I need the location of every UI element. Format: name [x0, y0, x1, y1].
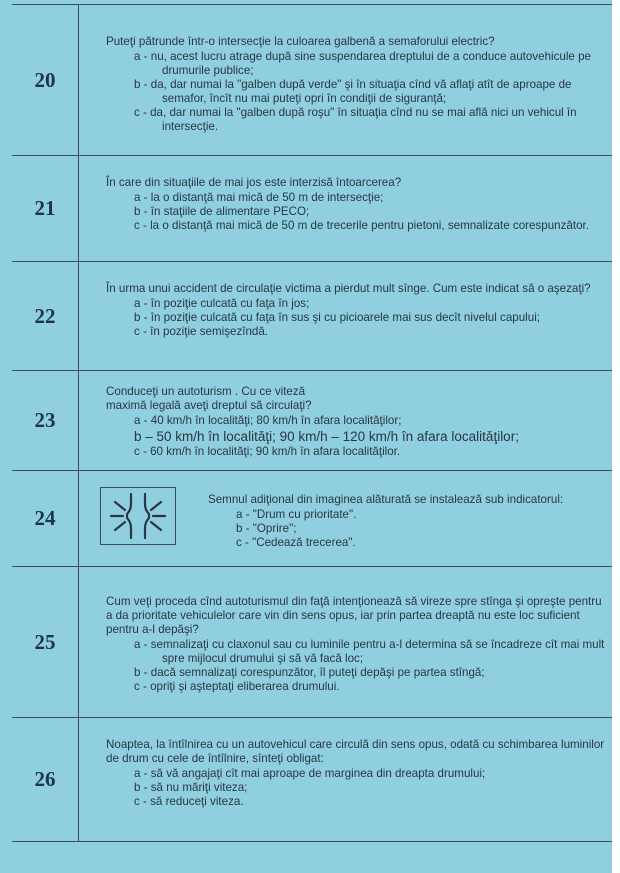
answer-c[interactable]: c - să reduceţi viteza.	[134, 795, 244, 808]
answer-b[interactable]: b - în staţiile de alimentare PECO;	[134, 205, 310, 218]
question-content	[106, 385, 606, 470]
question-text: Cum veţi proceda cînd autoturismul din faţă intenţionează să vireze spre stînga şi opreşte pentru a da prioritate vehiculelor care vin din sens opus, iar prin partea dreaptă nu este loc suficient pentru a-l depăşi?	[106, 595, 602, 636]
answer-a[interactable]: a - "Drum cu prioritate".	[236, 508, 357, 521]
answer-a[interactable]: a - să vă angajaţi cît mai aproape de marginea din dreapta drumului;	[134, 767, 486, 780]
question-row-22	[12, 262, 612, 371]
question-text: Semnul adiţional din imaginea alăturată se instalează sub indicatorul:	[208, 493, 564, 506]
question-content	[208, 493, 606, 566]
answer-b[interactable]: b - da, dar numai la "galben după verde" şi în situaţia cînd vă aflaţi atît de aproape de semafor, încît nu mai puteţi opri în condiţii de siguranţă;	[134, 78, 572, 105]
question-content	[106, 35, 606, 155]
question-text: Puteţi pătrunde într-o intersecţie la culoarea galbenă a semaforului electric?	[106, 35, 495, 48]
answer-c[interactable]: c - în poziţie semişezîndă.	[134, 325, 269, 338]
question-content	[106, 176, 606, 261]
question-number: 25	[12, 567, 79, 717]
question-row-24	[12, 471, 612, 567]
question-text: În urma unui accident de circulaţie victima a pierdut mult sînge. Cum este indicat să o aşezaţi?	[106, 282, 591, 295]
road-narrowing-icon	[101, 488, 175, 544]
answer-b[interactable]: b - în poziţie culcată cu faţa în sus şi cu picioarele mai sus decît nivelul capului;	[134, 311, 540, 324]
answer-a[interactable]: a - nu, acest lucru atrage după sine suspendarea dreptului de a conduce autovehicule pe drumurile publice;	[134, 50, 591, 77]
answer-c[interactable]: c - la o distanţă mai mică de 50 m de trecerile pentru pietoni, semnalizate corespunzător.	[134, 219, 589, 232]
question-content	[106, 282, 606, 370]
question-number: 20	[12, 5, 79, 155]
answer-b[interactable]: b - să nu măriţi viteza;	[134, 781, 248, 794]
question-content	[106, 738, 606, 841]
answer-c[interactable]: c - 60 km/h în localităţi; 90 km/h în afara localităţilor.	[134, 445, 401, 458]
question-number: 26	[12, 718, 79, 841]
question-number: 22	[12, 262, 79, 370]
answer-a[interactable]: a - semnalizaţi cu claxonul sau cu luminile pentru a-l determina să se încadreze cît mai mult spre mijlocul drumului şi să vă facă loc;	[134, 638, 605, 665]
answer-c[interactable]: c - opriţi şi aşteptaţi eliberarea drumului.	[134, 680, 340, 693]
question-table	[12, 4, 612, 841]
answer-a[interactable]: a - în poziţie culcată cu faţa în jos;	[134, 297, 310, 310]
question-number: 23	[12, 371, 79, 470]
question-text: În care din situaţiile de mai jos este interzisă întoarcerea?	[106, 176, 402, 189]
question-text: Conduceţi un autoturism . Cu ce viteză maximă legală aveţi dreptul să circulaţi?	[106, 385, 312, 412]
additional-sign-image	[100, 487, 176, 545]
answer-c[interactable]: c - "Cedează trecerea".	[236, 536, 356, 549]
question-text: Noaptea, la întîlnirea cu un autovehicul care circulă din sens opus, odată cu schimbarea luminilor de drum cu cele de întîlnire, sînteţi obligat:	[106, 738, 605, 765]
answer-b[interactable]: b - "Oprire";	[236, 522, 297, 535]
question-row-23	[12, 371, 612, 471]
question-row-20	[12, 5, 612, 156]
answer-c[interactable]: c - da, dar numai la "galben după roşu" în situaţia cînd nu se mai află nici un vehicul în intersecţie.	[134, 106, 577, 133]
answer-b[interactable]: b – 50 km/h în localităţi; 90 km/h – 120 km/h în afara localităţilor;	[134, 429, 519, 444]
question-row-25	[12, 567, 612, 718]
answer-a[interactable]: a - 40 km/h în localităţi; 80 km/h în afara localităţilor;	[134, 414, 402, 427]
question-content	[106, 595, 606, 717]
question-row-21	[12, 156, 612, 262]
question-row-26	[12, 718, 612, 842]
question-number: 21	[12, 156, 79, 261]
question-number: 24	[12, 471, 79, 566]
answer-b[interactable]: b - dacă semnalizaţi corespunzător, îl puteţi depăşi pe partea stîngă;	[134, 666, 485, 679]
answer-a[interactable]: a - la o distanţă mai mică de 50 m de intersecţie;	[134, 191, 384, 204]
